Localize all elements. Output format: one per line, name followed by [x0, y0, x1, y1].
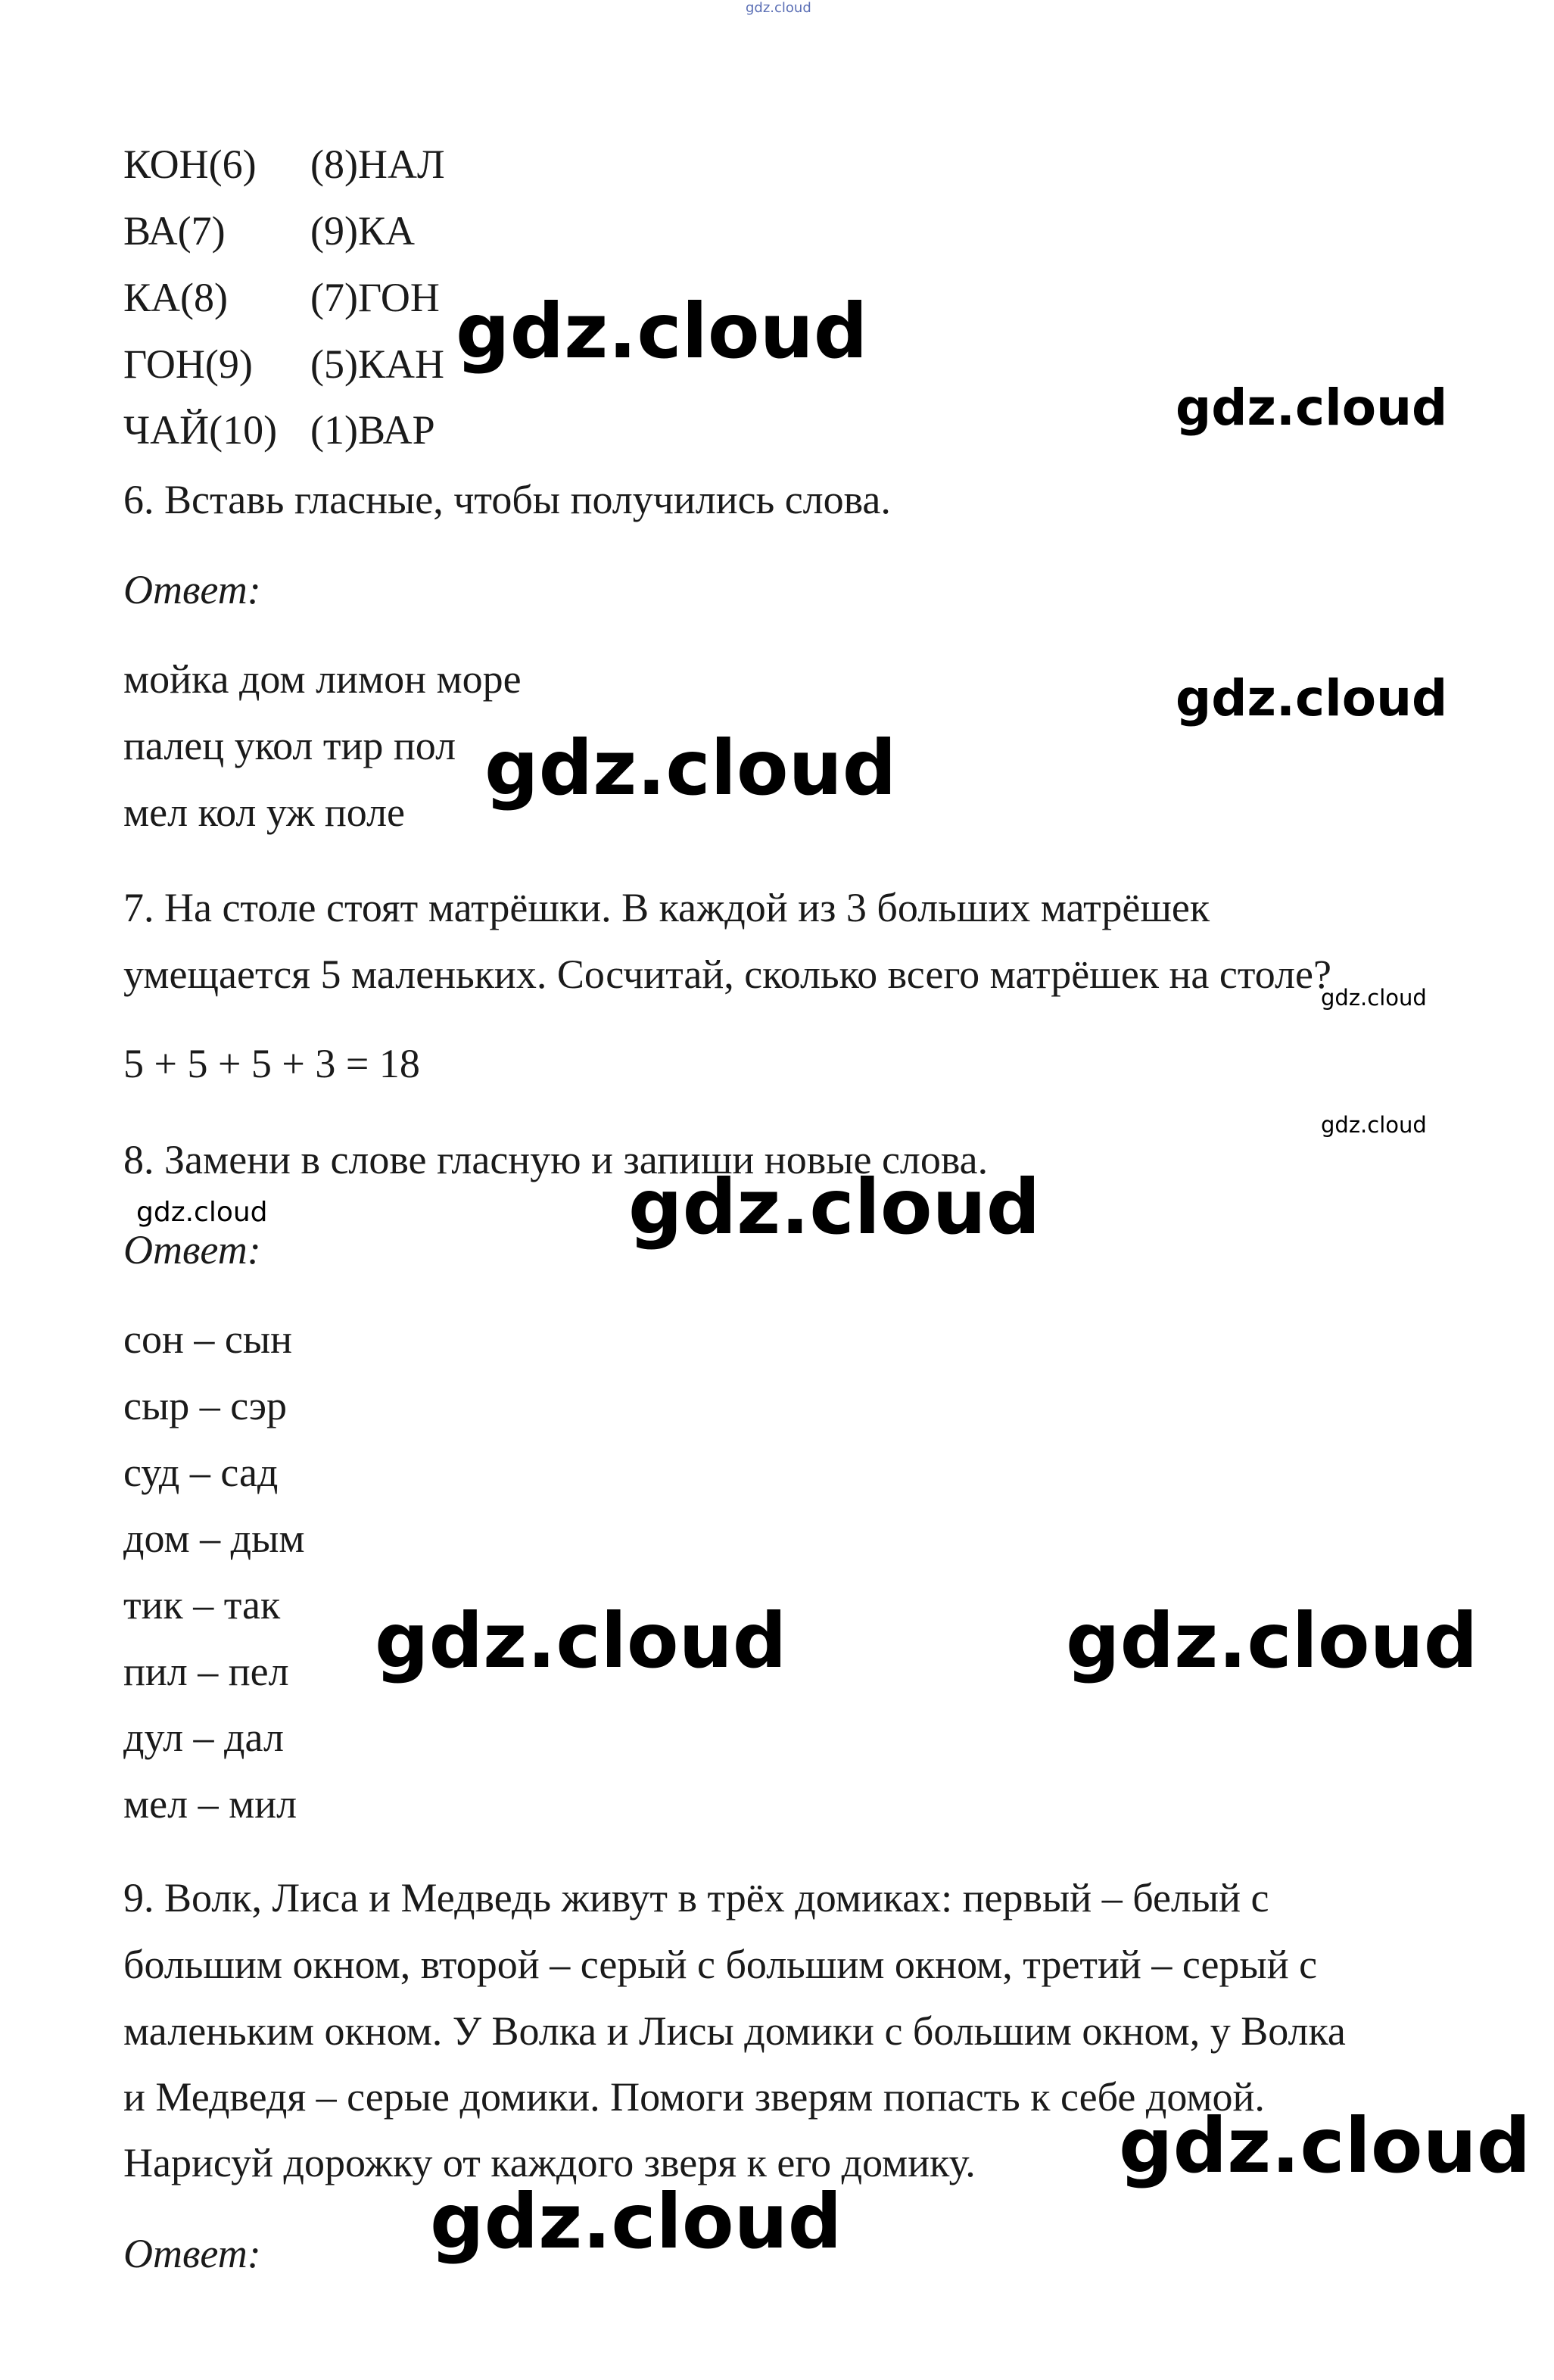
watermark: gdz.cloud: [1321, 1112, 1427, 1138]
watermark: gdz.cloud: [1321, 985, 1427, 1011]
task6-answer-line: мойка дом лимон море: [123, 656, 522, 702]
task7-answer: 5 + 5 + 5 + 3 = 18: [123, 1041, 420, 1086]
task8-answer-line: тик – так: [123, 1582, 281, 1628]
task8-answer-line: суд – сад: [123, 1450, 279, 1495]
task8-answer-line: мел – мил: [123, 1781, 297, 1827]
task7-question-line: 7. На столе стоят матрёшки. В каждой из 3 больших матрёшек: [123, 885, 1210, 930]
word-pair-left: КОН(6): [123, 142, 257, 187]
watermark: gdz.cloud: [484, 724, 897, 812]
task6-question: 6. Вставь гласные, чтобы получились слова.: [123, 477, 891, 522]
watermark: gdz.cloud: [1066, 1597, 1478, 1685]
word-pair-left: ГОН(9): [123, 341, 253, 387]
task9-question-line: большим окном, второй – серый с большим окном, третий – серый с: [123, 1942, 1318, 1987]
word-pair-right: (1)ВАР: [310, 407, 435, 453]
watermark: gdz.cloud: [628, 1163, 1041, 1251]
word-pair-left: КА(8): [123, 275, 228, 320]
watermark: gdz.cloud: [136, 1197, 268, 1228]
word-pair-right: (9)КА: [310, 208, 415, 254]
task8-answer-line: дом – дым: [123, 1516, 305, 1561]
task8-answer-line: сыр – сэр: [123, 1383, 288, 1428]
header-watermark: gdz.cloud: [746, 0, 811, 16]
watermark: gdz.cloud: [456, 287, 868, 375]
task9-question-line: и Медведя – серые домики. Помоги зверям попасть к себе домой.: [123, 2074, 1265, 2120]
task8-answer-line: сон – сын: [123, 1316, 293, 1362]
task6-answer-line: мел кол уж поле: [123, 790, 406, 835]
task9-answer-label: Ответ:: [123, 2231, 261, 2276]
word-pair-left: ВА(7): [123, 208, 226, 254]
task9-question-line: 9. Волк, Лиса и Медведь живут в трёх домиках: первый – белый с: [123, 1875, 1269, 1921]
task6-answer-line: палец укол тир пол: [123, 723, 456, 768]
task8-answer-label: Ответ:: [123, 1227, 261, 1273]
task8-answer-line: пил – пел: [123, 1649, 289, 1694]
word-pair-right: (8)НАЛ: [310, 142, 445, 187]
watermark: gdz.cloud: [375, 1597, 787, 1685]
task7-question-line: умещается 5 маленьких. Сосчитай, сколько всего матрёшек на столе?: [123, 952, 1331, 997]
word-pair-right: (7)ГОН: [310, 275, 440, 320]
watermark: gdz.cloud: [1176, 669, 1448, 727]
task9-question-line: маленьким окном. У Волка и Лисы домики с большим окном, у Волка: [123, 2008, 1346, 2054]
task8-question: 8. Замени в слове гласную и запиши новые слова.: [123, 1137, 989, 1182]
word-pair-left: ЧАЙ(10): [123, 407, 278, 453]
watermark: gdz.cloud: [1176, 378, 1448, 437]
task6-answer-label: Ответ:: [123, 567, 261, 612]
word-pair-right: (5)КАН: [310, 341, 444, 387]
watermark: gdz.cloud: [430, 2177, 842, 2266]
watermark: gdz.cloud: [1119, 2101, 1531, 2190]
task8-answer-line: дул – дал: [123, 1715, 284, 1760]
task9-question-line: Нарисуй дорожку от каждого зверя к его домику.: [123, 2140, 976, 2185]
